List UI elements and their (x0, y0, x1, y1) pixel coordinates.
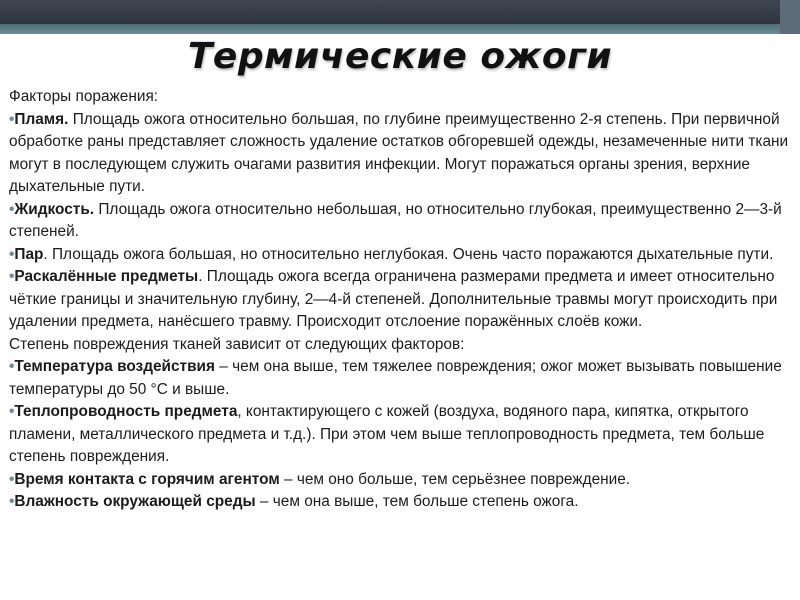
factor-term: Пламя. (14, 110, 69, 128)
factor-item (9, 109, 793, 199)
condition-text: – чем она выше, тем больше степень ожога. (255, 493, 579, 510)
bullet-marker: • (9, 110, 15, 128)
condition-term: Время контакта с горячим агентом (14, 470, 280, 488)
slide-top-bar (0, 0, 800, 24)
condition-text: – чем оно больше, тем серьёзнее повреждение. (279, 470, 631, 488)
condition-item (9, 356, 793, 401)
bullet-marker: • (9, 268, 15, 285)
intro-text: Факторы поражения: (9, 88, 159, 105)
factor-item (9, 244, 793, 267)
slide-body (9, 86, 793, 514)
factor-text: . Площадь ожога большая, но относительно неглубокая. Очень часто поражаются дыхательные пути. (43, 245, 774, 263)
slide-title: Термические ожоги (187, 36, 613, 77)
factor-text: . Площадь ожога всегда ограничена размерами предмета и имеет относительно чёткие границы и значительную глубину, 2—4-й степеней. Дополнительные травмы могут происходить при удалении предмета, нанёсшего травму. Происходит отслоение поражённых слоёв кожи. (9, 268, 778, 330)
factor-term: Жидкость. (14, 200, 95, 218)
slide-accent-bar (0, 24, 800, 34)
bullet-marker: • (9, 245, 15, 263)
bullet-marker: • (9, 493, 15, 510)
condition-term: Температура воздействия (14, 358, 215, 375)
bullet-marker: • (9, 200, 15, 218)
intro2-text: Степень повреждения тканей зависит от следующих факторов: (9, 335, 465, 353)
slide-corner-block (780, 0, 800, 34)
factor-item (9, 199, 793, 244)
bullet-marker: • (9, 403, 15, 420)
factor-term: Раскалённые предметы (14, 268, 199, 285)
condition-term: Влажность окружающей среды (14, 493, 256, 510)
bullet-marker: • (9, 470, 15, 488)
factor-text: Площадь ожога относительно большая, по глубине преимущественно 2-я степень. При первичной обработке раны представляет сложность удаление остатков обгоревшей одежды, незамеченные нити ткани могут в последующем служить очагами развития инфекции. Могут поражаться органы зрения, верхние дыхательные пути. (9, 110, 789, 195)
factor-text: Площадь ожога относительно небольшая, но относительно глубокая, преимущественно 2—3-й степеней. (9, 200, 782, 240)
condition-item (9, 491, 793, 514)
bullet-marker: • (9, 358, 15, 375)
condition-item (9, 401, 793, 469)
factor-term: Пар (14, 245, 44, 263)
condition-text: – чем она выше, тем тяжелее повреждения; ожог может вызывать повышение температуры до 50 °C и выше. (9, 358, 782, 398)
condition-term: Теплопроводность предмета (14, 403, 238, 420)
condition-text: , контактирующего с кожей (воздуха, водяного пара, кипятка, открытого пламени, металлического предмета и т.д.). При этом чем выше теплопроводность предмета, тем больше степень повреждения. (9, 403, 765, 465)
factor-item (9, 266, 793, 334)
condition-item (9, 469, 793, 492)
